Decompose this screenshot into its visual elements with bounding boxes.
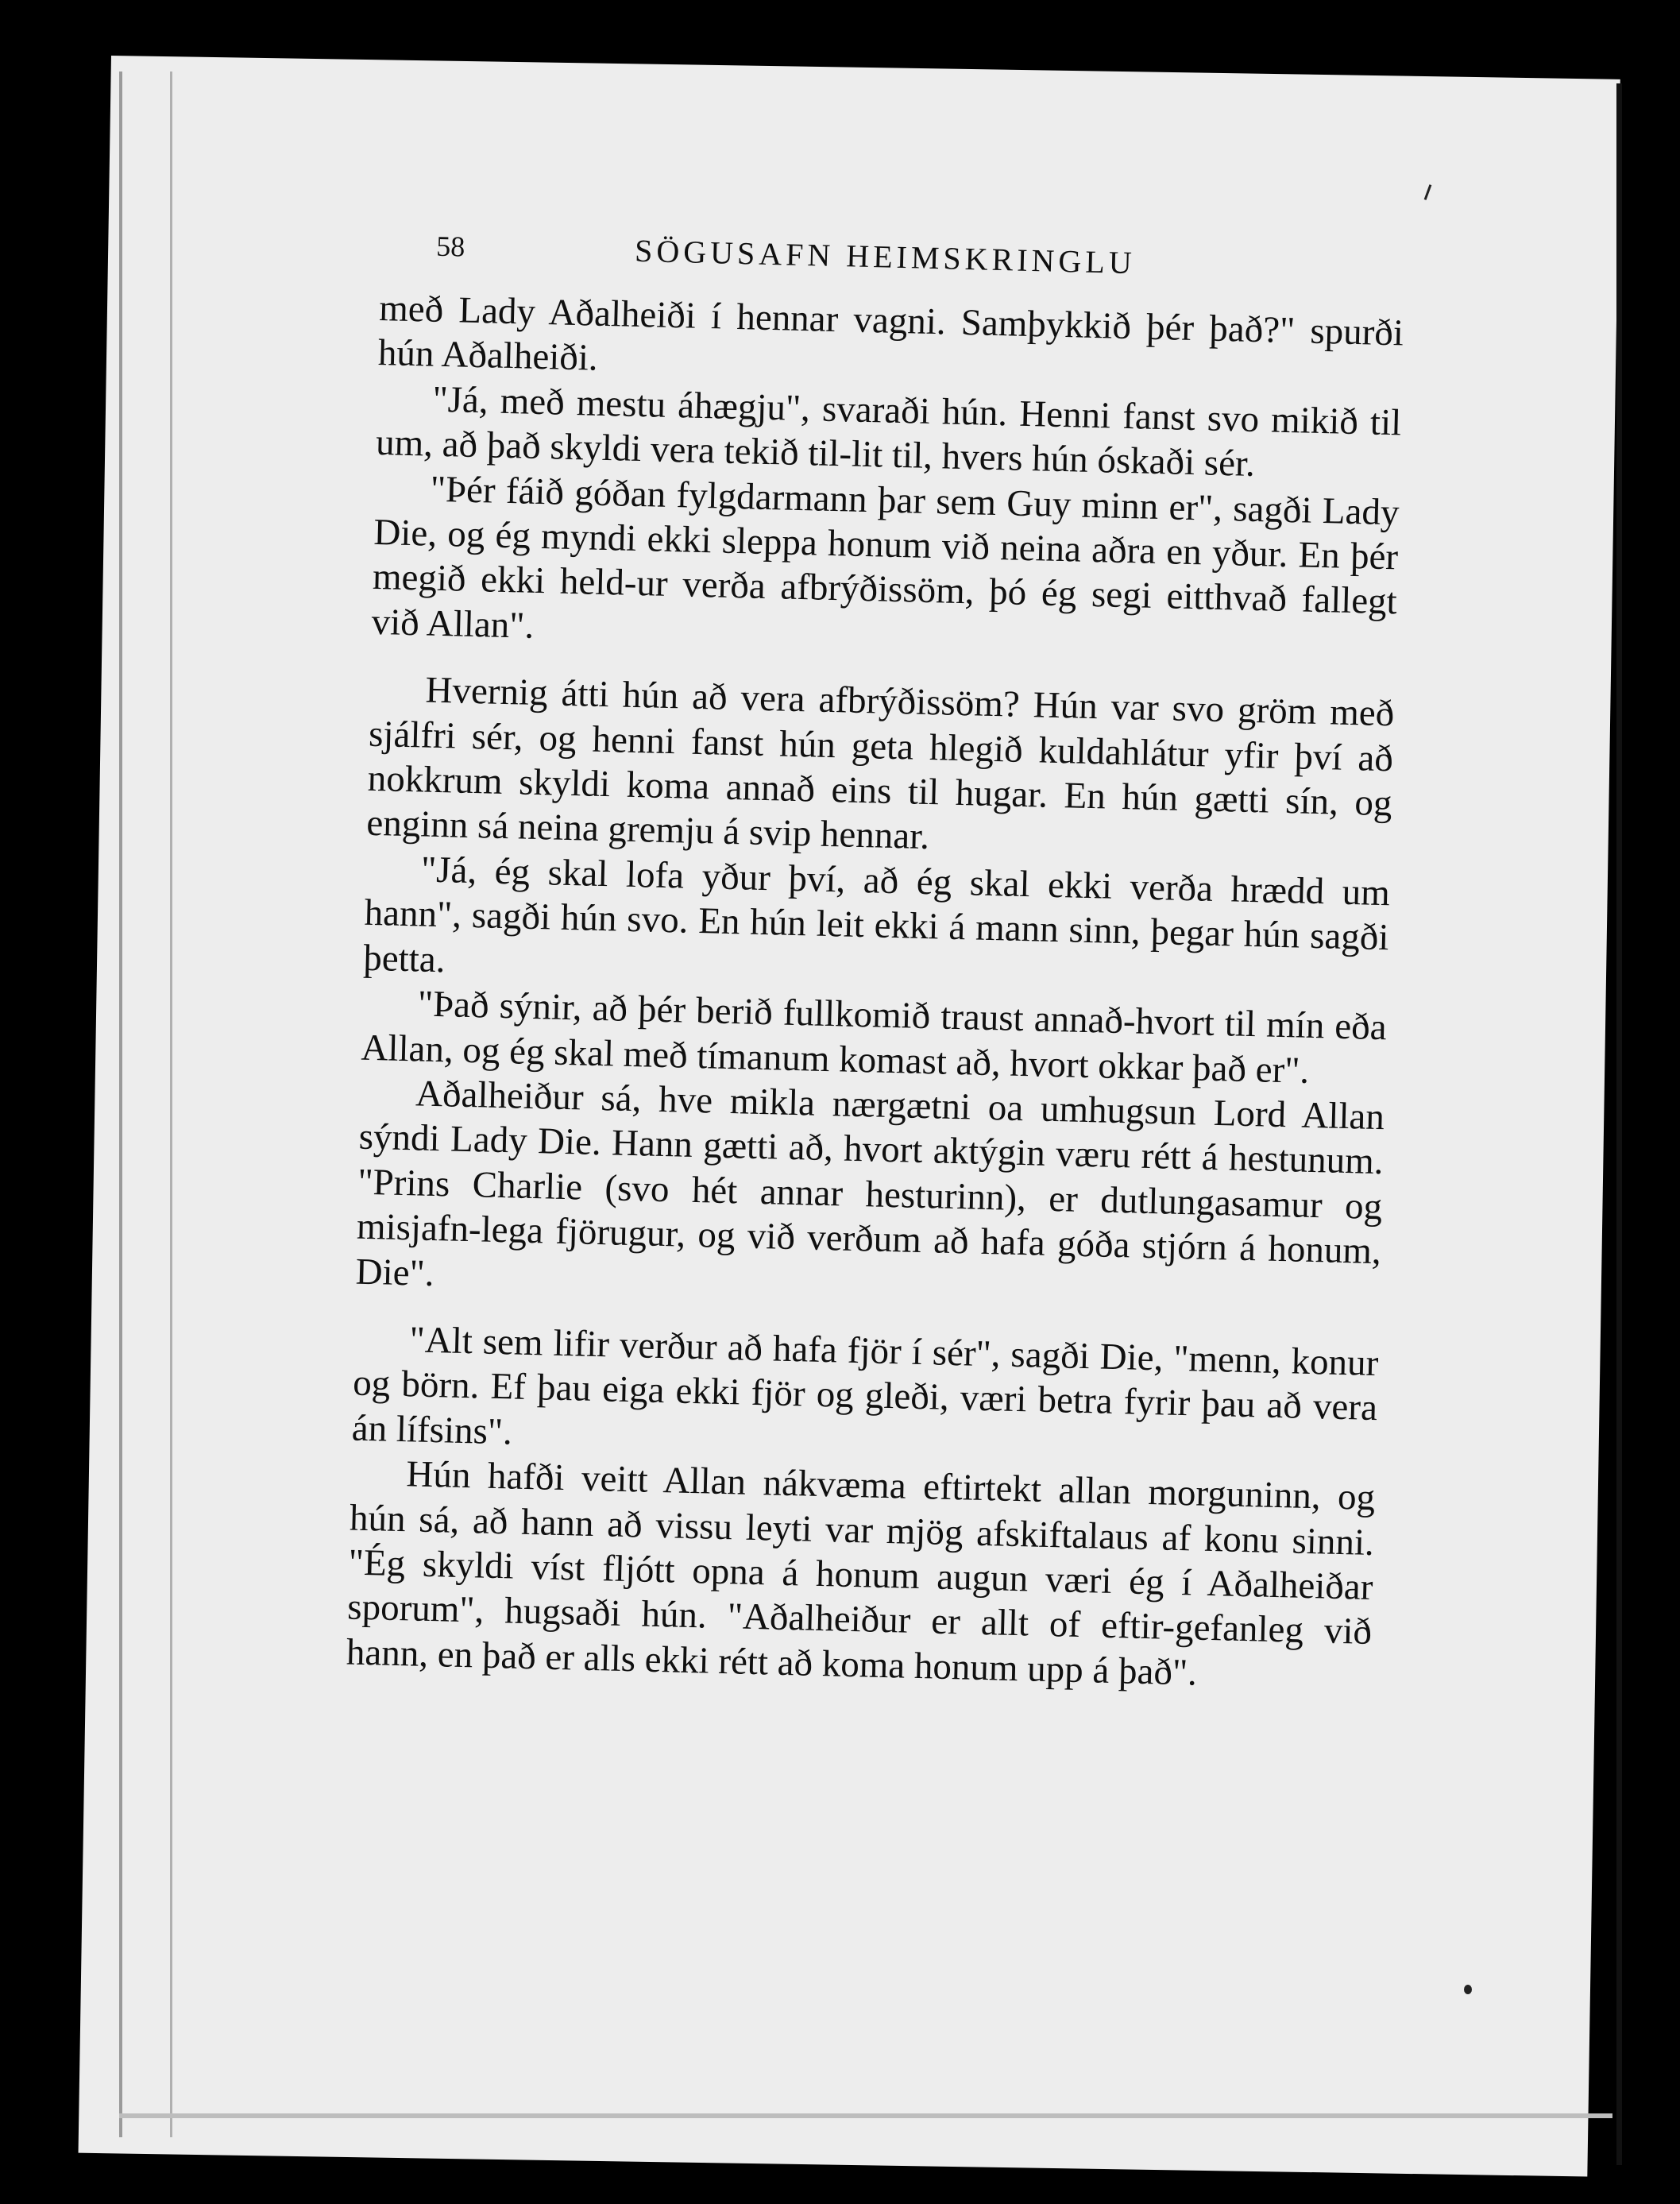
paragraph: "Já, með mestu áhægju", svaraði hún. Henni fanst svo mikið til um, að það skyldi vera tekið til-lit til, hvers hún óskaði sér. [375,378,1402,485]
page-number: 58 [435,230,465,263]
paragraph: "Alt sem lifir verður að hafa fjör í sér", sagði Die, "menn, konur og börn. Ef þau eiga ekki fjör og gleði, væri betra fyrir þau að vera án lífsins". [351,1319,1379,1453]
paragraph: "Já, ég skal lofa yður því, að ég skal ekki verða hrædd um hann", sagði hún svo. En hún leit ekki á mann sinn, þegar hún sagði þetta. [362,849,1391,980]
page-stack-edges [119,72,172,2137]
right-page-edge [1616,83,1622,2165]
body-text [346,286,1404,1699]
running-head-title: SÖGUSAFN HEIMSKRINGLU [634,232,1137,281]
paragraph: Hvernig átti hún að vera afbrýðissöm? Hún var svo gröm með sjálfri sér, og henni fanst hún geta hlegið kuldahlátur yfir því að nokkrum skyldi koma annað eins til hugar. En hún gætti sín, og enginn sá neina gremju á svip hennar. [365,669,1395,858]
ink-dot [1464,1985,1472,1994]
paragraph: "Þér fáið góðan fylgdarmann þar sem Guy minn er", sagði Lady Die, og ég myndi ekki sleppa honum við neina aðra en yður. En þér megið ekki held-ur verða afbrýðissöm, þó ég segi eitthvað fallegt við Allan". [371,468,1400,647]
paragraph: Hún hafði veitt Allan nákvæma eftirtekt allan morguninn, og hún sá, að hann að vissu leyti var mjög afskiftalaus af konu sinni. "Ég skyldi víst fljótt opna á honum augun væri ég í Aðalheiðar sporum", hugsaði hún. "Aðalheiður er allt of eftir-gefanleg við hann, en það er alls ekki rétt að koma honum upp á það". [346,1453,1376,1694]
paragraph: Aðalheiður sá, hve mikla nærgætni oa umhugsun Lord Allan sýndi Lady Die. Hann gætti að, hvort aktýgin væru rétt á hestunum. "Prins Charlie (svo hét annar hesturinn), er dutlungasamur og misjafn-lega fjörugur, og við verðum að hafa góða stjórn á honum, Die". [355,1073,1385,1294]
paragraph: "Það sýnir, að þér berið fullkomið traust annað-hvort til mín eða Allan, og ég skal með tímanum komast að, hvort okkar það er". [360,983,1388,1092]
text-block [341,222,1406,1916]
paragraph: með Lady Aðalheiði í hennar vagni. Samþykkið þér það?" spurði hún Aðalheiði. [377,287,1404,380]
bottom-page-edge [119,2113,1612,2118]
